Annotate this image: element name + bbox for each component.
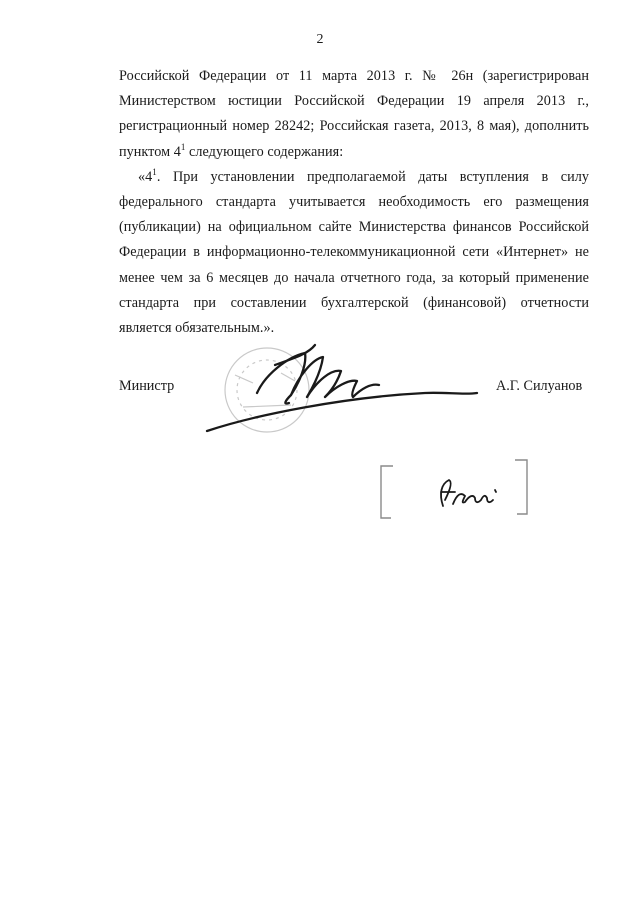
intro-tail: следующего содержания: bbox=[185, 143, 344, 160]
quote-open: «4 bbox=[138, 168, 153, 185]
intro-line-1: Российской Федерации от 11 марта 2013 г. № 26н (зарегистрирован bbox=[119, 68, 589, 84]
intro-superscript: 1 bbox=[180, 141, 186, 152]
quote-body: . При установлении предполагаемой даты вступления в силу федерального стандарта учитывается необходимость его размещения (публикации) на официальном сайте Министерства финансов Российской Федерации в информационно-телекоммуникационной сети «Интернет» не менее чем за 6 месяцев до начала отчетного года, за который применение стандарта при составлении бухгалтерской (финансовой) отчетности является обязательным.». bbox=[119, 168, 589, 337]
intro-line-2: Министерством юстиции Российской Федерации 19 апреля 2013 г., bbox=[119, 93, 589, 110]
intro-line-4: пунктом 4 bbox=[119, 143, 181, 160]
signer-name: А.Г. Силуанов bbox=[496, 378, 583, 394]
page-number: 2 bbox=[316, 32, 324, 47]
signature-stamp-image bbox=[195, 335, 495, 445]
document-body bbox=[119, 64, 589, 341]
seal-icon bbox=[225, 348, 309, 432]
intro-line-3: регистрационный номер 28242; Российская газета, 2013, 8 мая), дополнить bbox=[119, 118, 589, 135]
approval-initials-image bbox=[375, 448, 535, 528]
quote-superscript: 1 bbox=[152, 166, 157, 177]
signer-title: Министр bbox=[119, 378, 175, 394]
paragraph-intro bbox=[119, 64, 589, 165]
signature-icon bbox=[207, 345, 477, 431]
initials-icon bbox=[441, 480, 496, 506]
bracket-corner-icon bbox=[381, 460, 527, 518]
paragraph-quote bbox=[119, 165, 589, 341]
